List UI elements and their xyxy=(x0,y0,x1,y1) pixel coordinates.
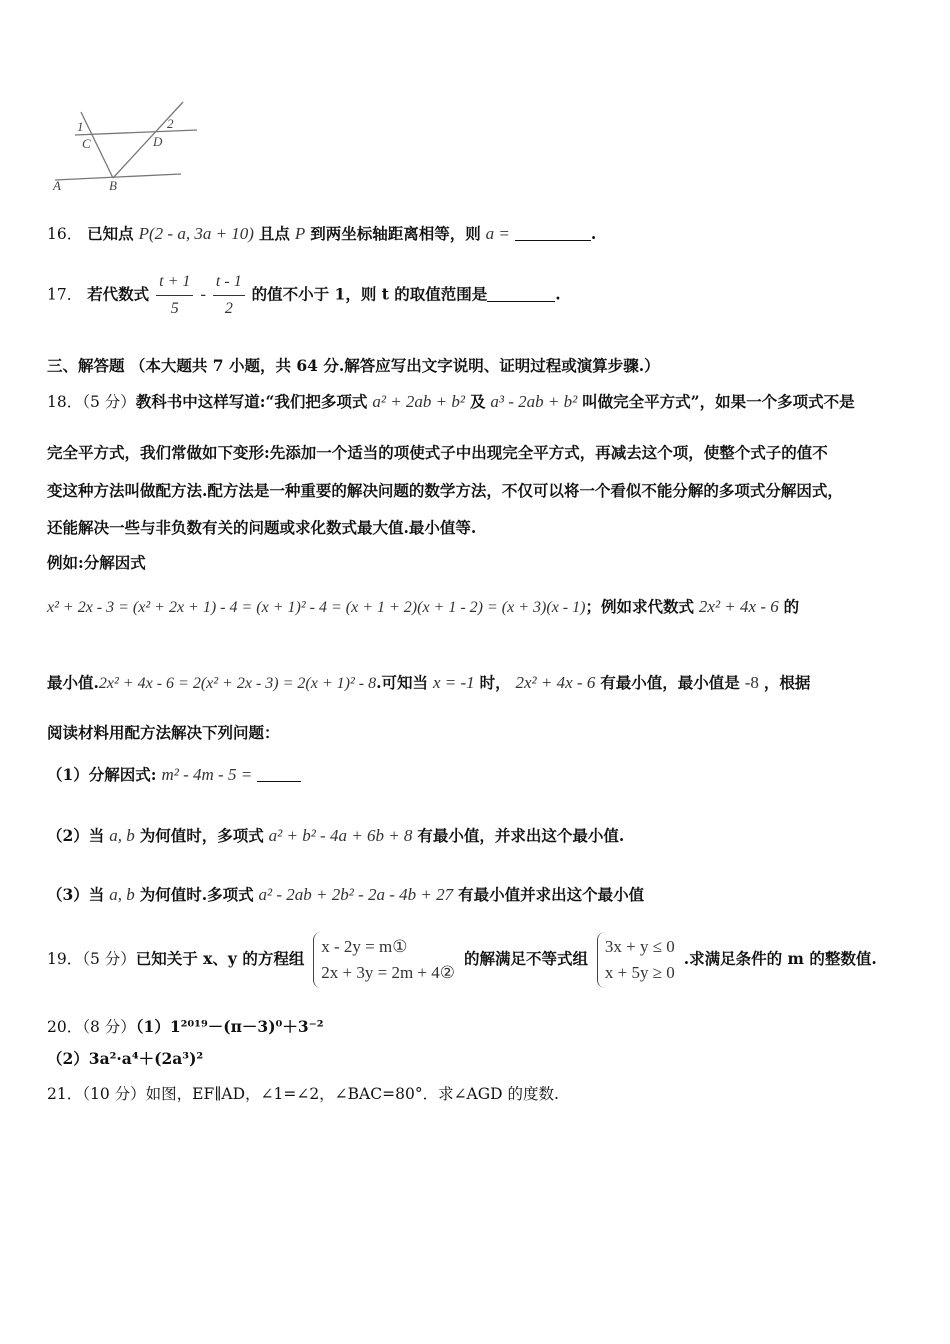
q18-s3-label: （3） xyxy=(47,885,89,904)
q19-number: 19． xyxy=(47,950,83,968)
q18-expr1: 2x² + 4x - 6 xyxy=(698,597,779,616)
q18-poly1: a² + 2ab + b² xyxy=(372,392,465,411)
q17-fraction-1 xyxy=(156,272,193,319)
q18-text-6: .可知当 xyxy=(376,673,428,692)
q17-text-1: 若代数式 xyxy=(87,284,150,304)
q19-equation-system xyxy=(313,932,455,988)
q16-text-2: 且点 xyxy=(258,224,290,243)
question-17 xyxy=(47,272,561,319)
q18-eq2: 2x² + 4x - 6 = 2(x² + 2x - 3) = 2(x + 1)² - 8 xyxy=(98,675,377,692)
q18-text-2: 叫做完全平方式”，如果一个多项式不是 xyxy=(582,392,855,411)
q19-inequality-system xyxy=(597,932,675,988)
q17-minus: - xyxy=(200,284,206,304)
q18-number: 18． xyxy=(47,393,83,411)
q18-example-label: 例如:分解因式 xyxy=(47,553,146,572)
q17-text-2: 的值不小于 1，则 t 的取值范围是 xyxy=(251,284,488,304)
q17-fraction-2 xyxy=(213,272,245,319)
q19-ineq-b: x + 5y ≥ 0 xyxy=(604,963,675,982)
q18-s3-vars: a, b xyxy=(109,885,135,904)
q21-text: 如图，EF∥AD，∠1=∠2，∠BAC=80°．求∠AGD 的度数. xyxy=(145,1085,559,1103)
q18-s1-expr: m² - 4m - 5 = xyxy=(161,765,253,784)
q17-frac2-num: t - 1 xyxy=(213,272,245,296)
q18-sub-3 xyxy=(47,885,644,905)
q18-s3-text-1: 当 xyxy=(88,885,105,904)
right-transversal xyxy=(113,102,183,178)
q21-number: 21． xyxy=(47,1085,83,1103)
q16-P: P xyxy=(294,224,306,243)
q18-s2-expr: a² + b² - 4a + 6b + 8 xyxy=(268,826,413,845)
q20-score: （8 分） xyxy=(82,1018,136,1036)
parallel-lines-figure xyxy=(45,98,205,198)
q18-text-7: 时， xyxy=(479,673,511,692)
q19-text-3: .求满足条件的 m 的整数值. xyxy=(683,949,877,968)
q18-s2-label: （2） xyxy=(47,826,89,845)
question-16 xyxy=(47,224,596,244)
q18-paragraph-2: 完全平方式，我们常做如下变形:先添加一个适当的项使式子中出现完全平方式，再减去这个项，使整个式子的值不 xyxy=(47,443,828,462)
q16-var: a = xyxy=(485,224,510,243)
label-A: A xyxy=(53,178,61,193)
q18-s1-answer-blank[interactable] xyxy=(257,767,301,782)
q18-s2-text-3: 有最小值，并求出这个最小值. xyxy=(417,826,625,845)
q17-number: 17． xyxy=(47,285,83,304)
q18-expr2: 2x² + 4x - 6 xyxy=(515,673,596,692)
q19-score: （5 分） xyxy=(82,950,136,968)
q18-paragraph-4: 还能解决一些与非负数有关的问题或求化数式最大值.最小值等. xyxy=(47,518,477,537)
q16-text-4: . xyxy=(590,224,597,243)
question-19 xyxy=(47,930,877,988)
q19-text-1: 已知关于 x、y 的方程组 xyxy=(135,949,305,968)
label-D: D xyxy=(153,134,163,149)
q18-s3-text-2: 为何值时.多项式 xyxy=(139,885,254,904)
q18-s1-text: 分解因式: xyxy=(88,765,157,784)
q21-score: （10 分） xyxy=(82,1085,146,1103)
q17-frac2-den: 2 xyxy=(224,300,233,317)
label-angle1: 1 xyxy=(77,119,84,134)
question-18-line-1 xyxy=(47,392,855,412)
q18-s3-expr: a² - 2ab + 2b² - 2a - 4b + 27 xyxy=(258,885,454,904)
label-B: B xyxy=(109,178,117,193)
q16-answer-blank[interactable] xyxy=(515,226,591,241)
q18-and: 及 xyxy=(469,392,486,411)
q18-s3-text-3: 有最小值并求出这个最小值 xyxy=(458,885,645,904)
q18-s2-vars: a, b xyxy=(109,826,135,845)
q20-part-2: （2）3a²·a⁴＋(2a³)² xyxy=(47,1049,204,1068)
q20-part-1: （1）1²⁰¹⁹－(π－3)⁰＋3⁻² xyxy=(135,1017,324,1036)
q18-paragraph-3: 变这种方法叫做配方法.配方法是一种重要的解决问题的数学方法，不仅可以将一个看似不能分解的多项式分解因式， xyxy=(47,481,843,500)
q18-text-5: 最小值. xyxy=(47,673,99,692)
q19-eq-b: 2x + 3y = 2m + 4② xyxy=(321,963,455,982)
q16-point: P(2 - a, 3a + 10) xyxy=(138,224,254,243)
q18-min-line xyxy=(47,673,810,694)
q18-score: （5 分） xyxy=(82,393,136,411)
q18-minval: -8 xyxy=(744,673,759,692)
q17-frac1-den: 5 xyxy=(170,300,179,317)
q16-text-1: 已知点 xyxy=(87,224,134,243)
q16-number: 16． xyxy=(47,225,83,243)
q18-sub-1 xyxy=(47,765,301,785)
q18-s2-text-2: 为何值时，多项式 xyxy=(139,826,264,845)
q17-answer-blank[interactable] xyxy=(487,287,555,302)
label-C: C xyxy=(82,136,91,151)
label-angle2: 2 xyxy=(167,116,174,131)
q19-ineq-a: 3x + y ≤ 0 xyxy=(604,937,675,956)
q19-text-2: 的解满足不等式组 xyxy=(463,949,588,968)
q18-text-8: 有最小值，最小值是 xyxy=(600,673,740,692)
q18-s2-text-1: 当 xyxy=(88,826,105,845)
question-21 xyxy=(47,1084,559,1104)
q18-sub-2 xyxy=(47,826,624,846)
q17-frac1-num: t + 1 xyxy=(156,272,193,296)
q18-text-1: 教科书中这样写道:“我们把多项式 xyxy=(135,392,368,411)
q17-text-3: . xyxy=(555,284,561,304)
q18-text-9: ，根据 xyxy=(763,673,811,692)
q18-paragraph-6: 阅读材料用配方法解决下列问题： xyxy=(47,723,280,742)
q18-text-4: 的 xyxy=(783,597,800,616)
q18-poly2: a³ - 2ab + b² xyxy=(490,392,578,411)
upper-line xyxy=(75,130,197,135)
q18-cond: x = -1 xyxy=(432,673,475,692)
section-3-heading: 三、解答题 （本大题共 7 小题，共 64 分.解答应写出文字说明、证明过程或演算步骤.） xyxy=(47,356,660,375)
q18-s1-label: （1） xyxy=(47,765,89,784)
q18-eq1: x² + 2x - 3 = (x² + 2x + 1) - 4 = (x + 1)² - 4 = (x + 1 + 2)(x + 1 - 2) = (x + 3)(x - 1) xyxy=(47,599,586,616)
q18-example-line xyxy=(47,597,799,618)
q18-text-3: ；例如求代数式 xyxy=(585,597,694,616)
question-20 xyxy=(47,1017,324,1037)
q16-text-3: 到两坐标轴距离相等，则 xyxy=(310,224,481,243)
q20-number: 20． xyxy=(47,1018,83,1036)
lower-line xyxy=(55,174,181,180)
q19-eq-a: x - 2y = m① xyxy=(321,937,408,956)
